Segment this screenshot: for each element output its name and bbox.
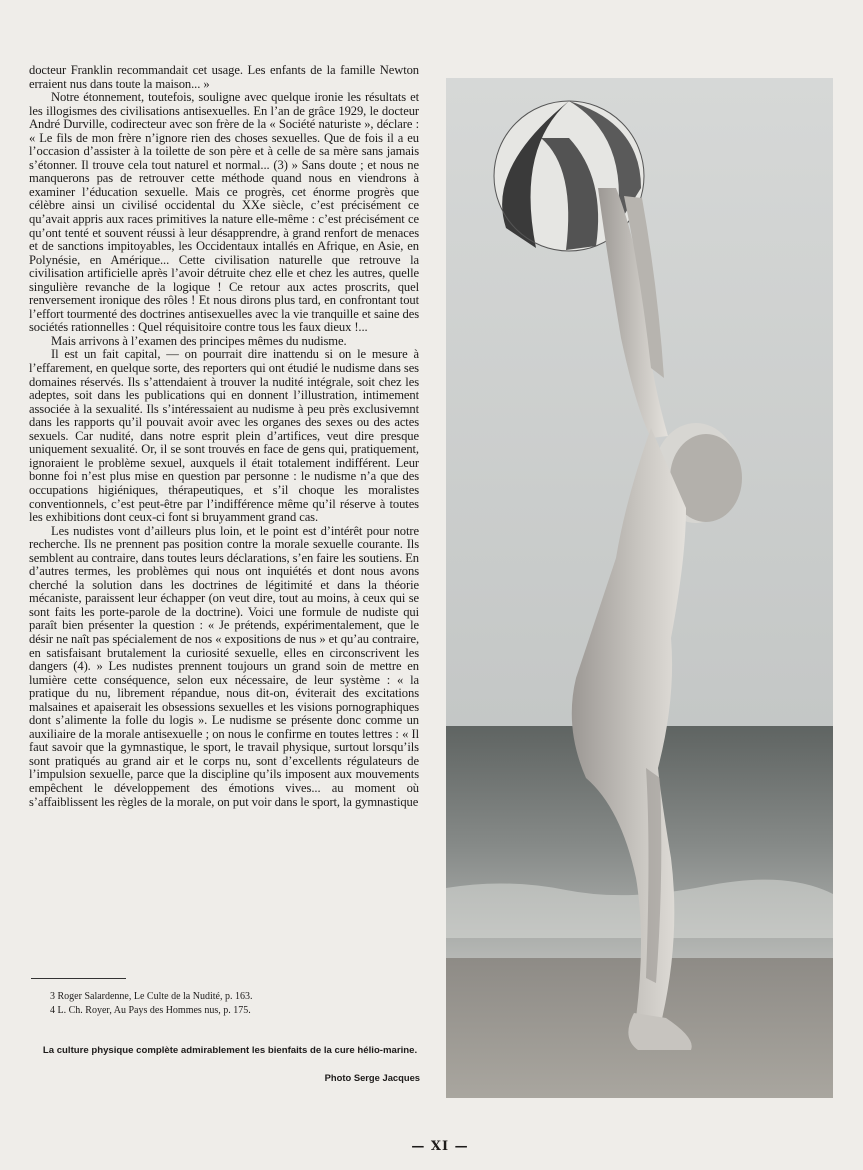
beach-photograph [446, 78, 833, 1098]
photo-caption: La culture physique complète admirablement les bienfaits de la cure hélio-marine. [42, 1045, 418, 1056]
footnotes [50, 990, 410, 1018]
photo-illustration [446, 78, 833, 1098]
paragraph: Notre étonnement, toutefois, souligne avec quelque ironie les résultats et les illogismes des civilisations antisexuelles. En l’an de grâce 1929, le docteur André Durville, codirecteur avec son frère de la « Société naturiste », déclare : « Le fils de mon frère n’ignore rien des choses sexuelles. Que de fois il a eu l’occasion d’assister à la toilette de son père et à celle de sa mère sans jamais s’étonner. Il trouve cela tout naturel et normal... (3) » Sans doute ; et nous ne manquerons pas de retrouver cette méthode quand nous en viendrons à examiner l’éducation sexuelle. Mais ce progrès, cet énorme progrès que célèbre ainsi un civilisé occidental du XXe siècle, c’est précisément ce qu’avait appris aux races primitives la nature elle-même : c’est précisément ce qu’ont tenté et souvent réussi à leur désapprendre, à grand renfort de menaces et de sanctions impitoyables, les Occidentaux intallés en Afrique, en Asie, en Polynésie, en Amérique... Cette civilisation naturelle que retrouve la civilisation artificielle après l’avoir détruite chez elle et chez les autres, quelle singulière revanche de la logique ! Ce retour aux actes proscrits, quel renversement ironique des rôles ! Et nous dirons plus tard, en confrontant tout l’effort tourmenté des doctrines antisexuelles avec la vie tranquille et saine des sociétés rationnelles : Quel réquisitoire contre tous les faux dieux !... [29, 90, 419, 335]
footnote: 3 Roger Salardenne, Le Culte de la Nudité, p. 163. [50, 991, 253, 1002]
paragraph: Les nudistes vont d’ailleurs plus loin, et le point est d’intérêt pour notre recherche. Ils ne prennent pas position contre la morale sexuelle courante. Ils semblent au contraire, dans toutes leurs déclarations, s’en faire les soutiens. En d’autres termes, les problèmes qui nous ont inquiétés et dont nous avons cherché la solution dans les doctrines de légitimité et dans la théorie mécaniste, paraissent leur échapper (on veut dire, tout au moins, à ceux qui se sont faits les porte-parole de la doctrine). Voici une formule de nudiste qui paraît bien présenter la question : « Je prétends, expérimentalement, que le désir ne naît pas spécialement de nos « expositions de nus » et qu’au contraire, en satisfaisant brutalement la curiosité sexuelle, elles en circonscrivent les dangers (4). » Les nudistes prennent toujours un grand soin de mettre en lumière cette conséquence, selon eux nécessaire, de leur système : « la pratique du nu, librement répandue, nous dit-on, éviterait des excitations malsaines et apaiserait les obsessions sexuelles et les visions pornographiques dont s’alimente la folle du logis ». Le nudisme se présente donc comme un auxiliaire de la morale antisexuelle ; on nous le confirme en toutes lettres : « Il faut savoir que la gymnastique, le sport, le travail physique, surtout lorsqu’ils sont pratiqués au grand air et le corps nu, sont d’excellents régulateurs de l’impulsion sexuelle, parce que la discipline qu’ils imposent aux mouvements empêchent le développement des émotions vives... au moment où s’affaiblissent les règles de la morale, on put voir dans le sport, la gymnastique [29, 523, 419, 809]
paragraph: docteur Franklin recommandait cet usage. Les enfants de la famille Newton erraient nus dans toute la maison... » [29, 63, 419, 91]
article-text [29, 64, 419, 809]
footnote-divider [31, 978, 126, 979]
paragraph: Mais arrivons à l’examen des principes mêmes du nudisme. [51, 333, 347, 348]
photo-credit: Photo Serge Jacques [324, 1072, 420, 1083]
footnote: 4 L. Ch. Royer, Au Pays des Hommes nus, p. 175. [50, 1005, 251, 1016]
paragraph: Il est un fait capital, — on pourrait dire inattendu si on le mesure à l’effarement, en quelque sorte, des reporters qui ont étudié le nudisme dans ses domaines réservés. Ils s’attendaient à trouver la nudité intégrale, soit chez les adeptes, soit dans les publications qui en donnent l’illustration, intimement associée à la sexualité. Ils s’intéressaient au nudisme à peu près exclusivemnt dans les rapports qu’il pouvait avoir avec les organes des sexes ou des actes sexuels. Car nudité, dans notre esprit plein d’artifices, veut dire presque uniquement sexualité. Or, il se sont trouvés en face de gens qui, pratiquement, ignoraient le problème sexuel, auxquels il était totalement indifférent. Leur bonne foi n’est plus mise en question par personne : le nudisme n’a que des occupations higiéniques, thérapeutiques, et s’il choque les moralistes conventionnels, c’est peut-être par l’indifférence même qu’il réserve à toutes les exhibitions dont ceux-ci font si bruyamment grand cas. [29, 347, 419, 525]
page-number: — XI — [411, 1139, 469, 1154]
